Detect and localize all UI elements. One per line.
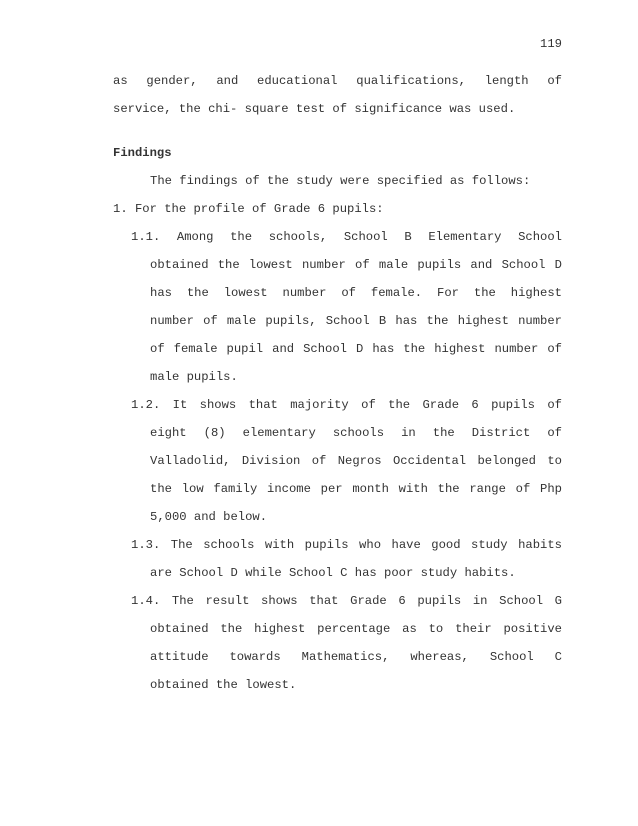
list-item-line: male pupils.: [150, 370, 238, 384]
list-item-line: has the lowest number of female. For the highest: [150, 286, 562, 300]
list-item-line: Valladolid, Division of Negros Occidental belonged to: [150, 454, 562, 468]
list-item-line: attitude towards Mathematics, whereas, School C: [150, 650, 562, 664]
list-item-line: 1.2. It shows that majority of the Grade 6 pupils of: [131, 398, 562, 412]
list-item-line: are School D while School C has poor study habits.: [150, 566, 516, 580]
paragraph-line: The findings of the study were specified as follows:: [150, 174, 531, 188]
section-heading: Findings: [113, 146, 172, 160]
list-item-line: eight (8) elementary schools in the District of: [150, 426, 562, 440]
list-item-line: obtained the lowest.: [150, 678, 297, 692]
list-item-label: 1. For the profile of Grade 6 pupils:: [113, 202, 384, 216]
list-item-line: 1.4. The result shows that Grade 6 pupils in School G: [131, 594, 562, 608]
list-item-line: the low family income per month with the range of Php: [150, 482, 562, 496]
list-item-line: 1.3. The schools with pupils who have good study habits: [131, 538, 562, 552]
list-item-line: 1.1. Among the schools, School B Elementary School: [131, 230, 562, 244]
page-number: 119: [540, 37, 562, 51]
list-item-line: obtained the lowest number of male pupils and School D: [150, 258, 562, 272]
list-item-line: obtained the highest percentage as to their positive: [150, 622, 562, 636]
list-item-line: of female pupil and School D has the highest number of: [150, 342, 562, 356]
list-item-line: 5,000 and below.: [150, 510, 268, 524]
list-item-line: number of male pupils, School B has the highest number: [150, 314, 562, 328]
paragraph-line: as gender, and educational qualifications, length of: [113, 74, 562, 88]
paragraph-line: service, the chi- square test of significance was used.: [113, 102, 516, 116]
